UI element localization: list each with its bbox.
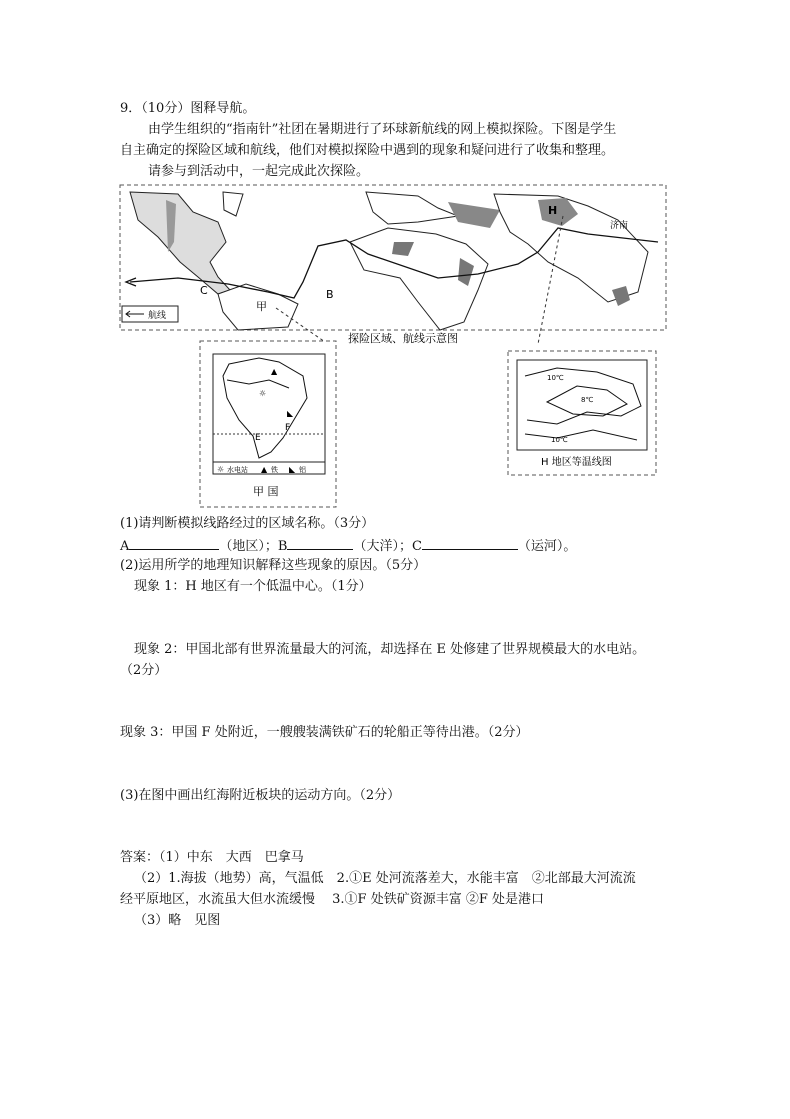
legend-hydro-icon: ☼ (217, 465, 225, 474)
bauxite-icon: ◣ (287, 409, 294, 418)
q2-phenomenon-3: 现象 3：甲国 F 处附近，一艘艘装满铁矿石的轮船正等待出港。（2分） (120, 725, 529, 740)
answer-line-2: （2）1.海拔（地势）高，气温低 2.①E 处河流落差大，水能丰富 ②北部最大河流流 (134, 871, 636, 886)
answer-line-3: 经平原地区，水流虽大但水流缓慢 3.①F 处铁矿资源丰富 ②F 处是港口 (120, 892, 544, 907)
question-header: 9．（10分）图释导航。 (120, 101, 256, 116)
country-inset-caption: 甲 国 (253, 485, 279, 498)
q2-phenomenon-2-points: （2分） (120, 663, 168, 678)
isotherm-label-1: 10℃ (547, 374, 564, 382)
legend-iron-label: 铁 (271, 466, 278, 474)
q1-b-suffix: （大洋）；C (353, 539, 422, 554)
q1-c-suffix: （运河）。 (517, 539, 577, 554)
q1-a-prefix: A (120, 539, 130, 554)
answer-blank-a[interactable] (129, 537, 219, 550)
legend-bauxite-label: 铝 (299, 466, 306, 474)
q2-prompt: (2)运用所学的地理知识解释这些现象的原因。（5分） (120, 558, 427, 573)
answer-blank-b[interactable] (287, 537, 353, 550)
map-label-c: C (200, 284, 208, 297)
legend-iron-icon: ▲ (261, 465, 268, 474)
map-label-h: H (548, 204, 558, 217)
hydro-station-icon: ☼ (259, 389, 267, 398)
q1-answer-row (120, 537, 576, 556)
isotherm-inset-caption: H 地区等温线图 (541, 457, 612, 468)
legend-hydro-label: 水电站 (227, 466, 248, 474)
route-legend-label: 航线 (148, 311, 167, 321)
isotherm-label-3: 10℃ (551, 436, 568, 444)
answer-blank-c[interactable] (422, 537, 518, 550)
q2-phenomenon-1: 现象 1：H 地区有一个低温中心。（1分） (134, 579, 372, 594)
intro-line-3: 请参与到活动中，一起完成此次探险。 (148, 164, 370, 179)
isotherm-inset-map (507, 350, 657, 476)
iron-ore-icon: ▲ (271, 367, 278, 376)
q2-phenomenon-2: 现象 2：甲国北部有世界流量最大的河流，却选择在 E 处修建了世界规模最大的水电站。 (134, 642, 646, 657)
q1-prompt: (1)请判断模拟线路经过的区域名称。（3分） (120, 516, 375, 531)
country-label-f: F (285, 423, 291, 433)
map-label-jinan: 济南 (610, 221, 629, 231)
expedition-route-map (118, 182, 670, 347)
country-jia-inset-map (199, 340, 337, 508)
country-label-e: E (255, 433, 261, 443)
answer-line-1: 答案：（1）中东 大西 巴拿马 (120, 850, 304, 865)
isotherm-label-2: 8℃ (581, 396, 594, 404)
answer-line-4: （3）略 见图 (134, 913, 221, 928)
intro-line-2: 自主确定的探险区域和航线，他们对模拟探险中遇到的现象和疑问进行了收集和整理。 (120, 143, 615, 158)
intro-line-1: 由学生组织的“指南针”社团在暑期进行了环球新航线的网上模拟探险。下图是学生 (148, 122, 617, 137)
main-map-caption: 探险区域、航线示意图 (348, 332, 458, 345)
map-label-b: B (326, 288, 334, 301)
q1-a-suffix: （地区）；B (219, 539, 288, 554)
legend-bauxite-icon: ◣ (289, 465, 296, 474)
q3-prompt: (3)在图中画出红海附近板块的运动方向。（2分） (120, 788, 401, 803)
map-label-jia: 甲 (256, 300, 267, 313)
